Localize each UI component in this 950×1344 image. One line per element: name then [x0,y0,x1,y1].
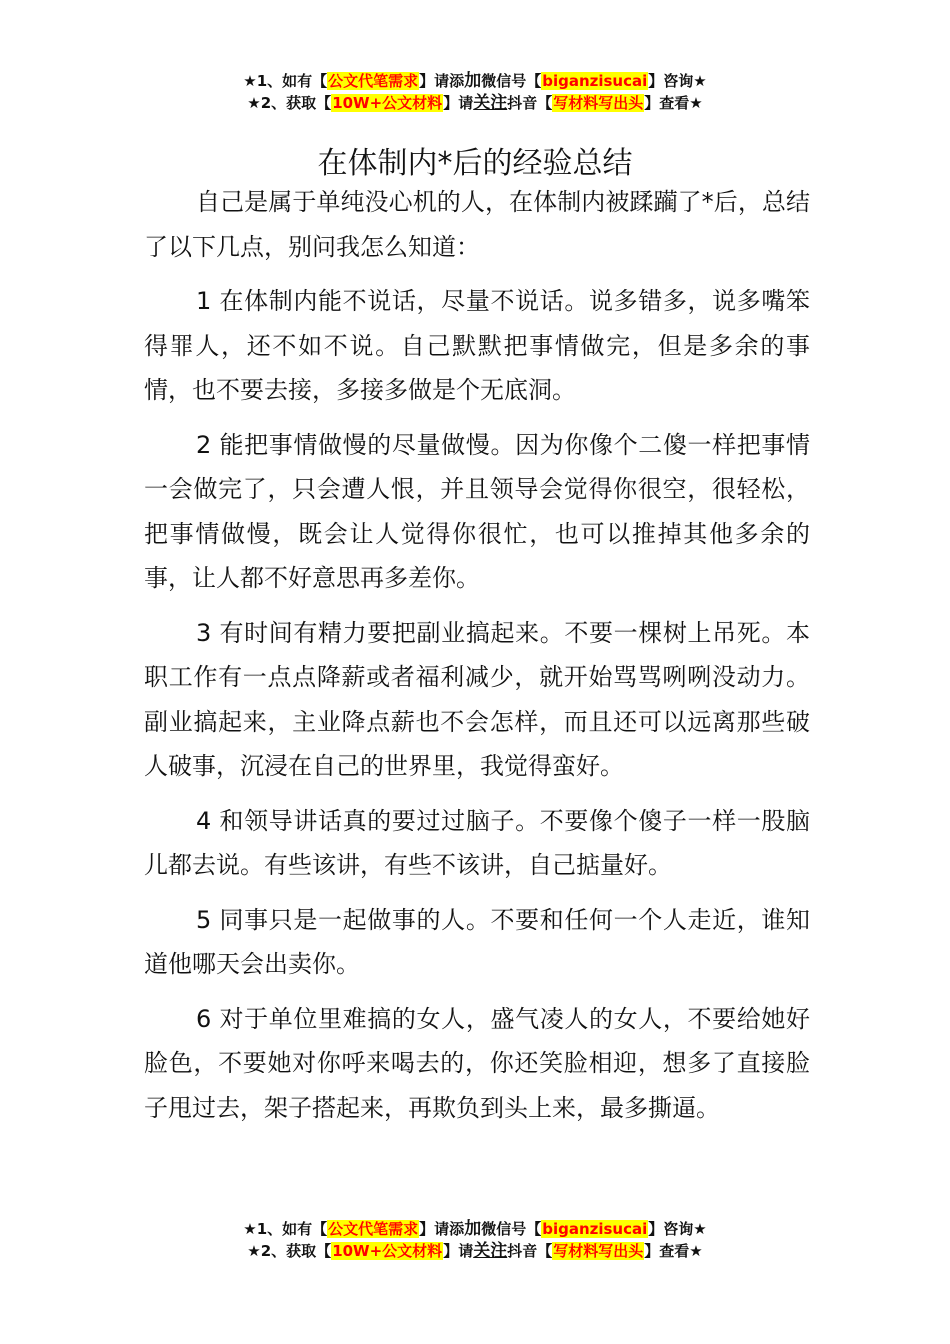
footer-line-2-text-b: 抖音【 [507,1242,553,1260]
header-highlight-wechat-id: biganzisucai [542,72,648,90]
document-title: 在体制内*后的经验总结 [317,146,633,182]
header-highlight-ghostwriting: 公文代笔需求 [328,72,419,90]
paragraph-point-4: 4 和领导讲话真的要过过脑子。不要像个傻子一样一股脑儿都去说。有些该讲，有些不该讲，自己掂量好。 [144,806,810,879]
paragraph-point-6: 6 对于单位里难搞的女人，盛气凌人的女人，不要给她好脸色，不要她对你呼来喝去的，你还笑脸相迎，想多了直接脸子甩过去，架子搭起来，再欺负到头上来，最多撕逼。 [144,1004,810,1122]
footer-line-1 [0,1218,950,1240]
paragraph-point-2: 2 能把事情做慢的尽量做慢。因为你像个二傻一样把事情一会做完了，只会遭人恨，并且领导会觉得你很空，很轻松，把事情做慢，既会让人觉得你很忙，也可以推掉其他多余的事，让人都不好意思再多差你。 [144,430,810,592]
header-line-2 [0,92,950,114]
footer-line-2-text-a: 】请 [443,1242,474,1260]
paragraph-point-3: 3 有时间有精力要把副业搞起来。不要一棵树上吊死。本职工作有一点点降薪或者福利减少，就开始骂骂咧咧没动力。副业搞起来，主业降点薪也不会怎样，而且还可以远离那些破人破事，沉浸在自己的世界里，我觉得蛮好。 [144,618,810,780]
header-highlight-materials: 10W+公文材料 [332,94,443,112]
paragraph-point-5: 5 同事只是一起做事的人。不要和任何一个人走近，谁知道他哪天会出卖你。 [144,905,810,978]
footer-line-2-suffix: 】查看★ [644,1242,703,1260]
header-highlight-douyin: 写材料写出头 [553,94,644,112]
header-line-1-text-b: 微信号【 [481,72,542,90]
footer-line-1-text-a: 】请添 [419,1220,465,1238]
footer-line-1-text-b: 微信号【 [481,1220,542,1238]
header-line-2-text-a: 】请 [443,94,474,112]
footer-highlight-ghostwriting: 公文代笔需求 [328,1220,419,1238]
paragraph-intro: 自己是属于单纯没心机的人，在体制内被蹂躏了*后，总结了以下几点，别问我怎么知道： [144,188,810,261]
footer-highlight-materials: 10W+公文材料 [332,1242,443,1260]
header-line-2-text-b: 抖音【 [507,94,553,112]
footer-line-2-prefix: ★2、获取【 [247,1242,332,1260]
header-line-2-suffix: 】查看★ [644,94,703,112]
document-body [144,180,810,1140]
footer-line-2-follow: 关注 [473,1241,508,1261]
footer-line-2 [0,1240,950,1262]
header-line-1-text-a: 】请添 [419,72,465,90]
header-banner [0,70,950,114]
footer-line-1-prefix: ★1、如有【 [243,1220,328,1238]
header-line-1-emphasis: 加 [464,71,482,91]
footer-line-1-suffix: 】咨询★ [648,1220,707,1238]
header-line-2-follow: 关注 [473,93,508,113]
header-line-2-prefix: ★2、获取【 [247,94,332,112]
footer-banner [0,1218,950,1262]
header-line-1-suffix: 】咨询★ [648,72,707,90]
header-line-1-prefix: ★1、如有【 [243,72,328,90]
footer-highlight-douyin: 写材料写出头 [553,1242,644,1260]
header-line-1 [0,70,950,92]
footer-line-1-emphasis: 加 [464,1219,482,1239]
footer-highlight-wechat-id: biganzisucai [542,1220,648,1238]
paragraph-point-1: 1 在体制内能不说话，尽量不说话。说多错多，说多嘴笨得罪人，还不如不说。自己默默把事情做完，但是多余的事情，也不要去接，多接多做是个无底洞。 [144,287,810,404]
